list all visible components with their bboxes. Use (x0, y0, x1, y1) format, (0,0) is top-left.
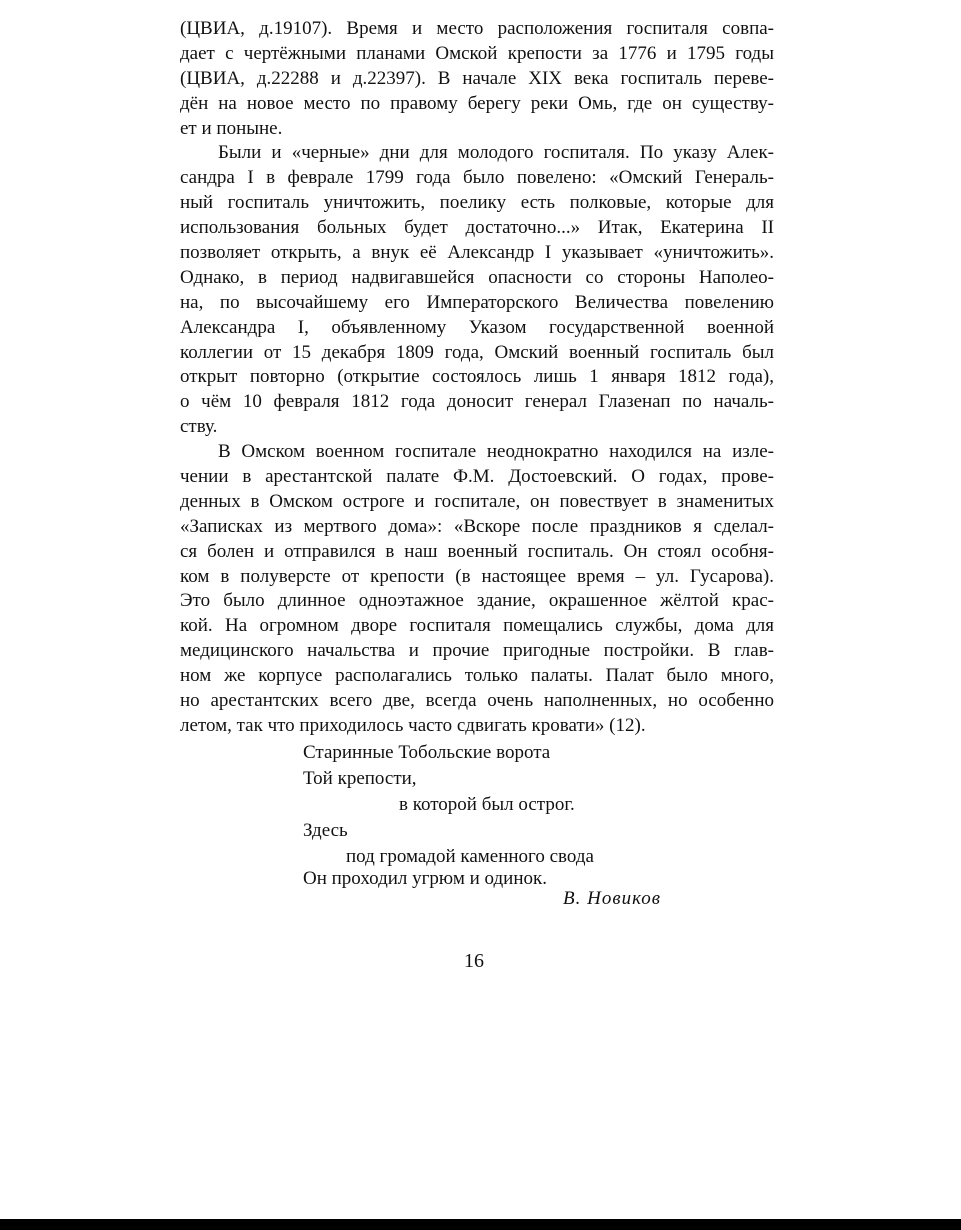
text-line: ет и поныне. (180, 117, 283, 139)
text-line: дён на новое место по правому берегу реки Омь, где он существу- (180, 92, 774, 114)
text-line: летом, так что приходилось часто сдвигать кровати» (12). (180, 714, 646, 736)
text-line: «Записках из мертвого дома»: «Вскоре после праздников я сделал- (180, 515, 774, 537)
poem-author: В. Новиков (563, 888, 661, 909)
body-text (180, 17, 774, 739)
paragraph (180, 17, 774, 141)
page-number: 16 (464, 950, 484, 972)
poem-line: под громадой каменного свода (346, 846, 594, 867)
paragraph (180, 440, 774, 739)
text-line: ком в полуверсте от крепости (в настоящее время – ул. Гусарова). (180, 565, 774, 587)
text-line: денных в Омском остроге и госпитале, он повествует в знаменитых (180, 490, 774, 512)
text-line: (ЦВИА, д.22288 и д.22397). В начале XIX века госпиталь переве- (180, 67, 774, 89)
text-line: ству. (180, 416, 218, 438)
poem-line: в которой был острог. (399, 794, 575, 815)
text-line: чении в арестантской палате Ф.М. Достоевский. О годах, прове- (180, 466, 774, 488)
text-line: кой. На огромном дворе госпиталя помещались службы, дома для (180, 615, 774, 637)
text-line: использования больных будет достаточно...» Итак, Екатерина II (180, 217, 774, 239)
text-line: ный госпиталь уничтожить, поелику есть полковые, которые для (180, 192, 774, 214)
text-line: В Омском военном госпитале неоднократно находился на изле- (218, 441, 774, 463)
poem-line: Он проходил угрюм и одинок. (303, 868, 547, 889)
text-line: Однако, в период надвигавшейся опасности со стороны Наполео- (180, 266, 774, 288)
text-line: Это было длинное одноэтажное здание, окрашенное жёлтой крас- (180, 590, 774, 612)
text-line: дает с чертёжными планами Омской крепости за 1776 и 1795 годы (180, 42, 774, 64)
text-line: открыт повторно (открытие состоялось лишь 1 января 1812 года), (180, 366, 774, 388)
bottom-border (0, 1219, 961, 1230)
text-line: о чём 10 февраля 1812 года доносит генерал Глазенап по началь- (180, 391, 774, 413)
text-line: коллегии от 15 декабря 1809 года, Омский военный госпиталь был (180, 341, 774, 363)
text-line: сандра I в феврале 1799 года было повелено: «Омский Генераль- (180, 167, 774, 189)
text-line: Александра I, объявленному Указом государственной военной (180, 316, 774, 338)
text-line: (ЦВИА, д.19107). Время и место расположения госпиталя совпа- (180, 18, 774, 39)
poem-line: Здесь (303, 820, 348, 841)
poem-line: Той крепости, (303, 768, 417, 789)
text-line: позволяет открыть, а внук её Александр I указывает «уничтожить». (180, 242, 774, 264)
text-line: на, по высочайшему его Императорского Величества повелению (180, 291, 774, 313)
text-line: но арестантских всего две, всегда очень наполненных, но особенно (180, 690, 774, 712)
paragraph (180, 141, 774, 440)
text-line: ном же корпусе располагались только палаты. Палат было много, (180, 665, 774, 687)
poem-line: Старинные Тобольские ворота (303, 742, 551, 763)
text-line: медицинского начальства и прочие пригодные постройки. В глав- (180, 640, 774, 662)
text-line: Были и «черные» дни для молодого госпиталя. По указу Алек- (218, 142, 774, 164)
text-line: ся болен и отправился в наш военный госпиталь. Он стоял особня- (180, 540, 774, 562)
